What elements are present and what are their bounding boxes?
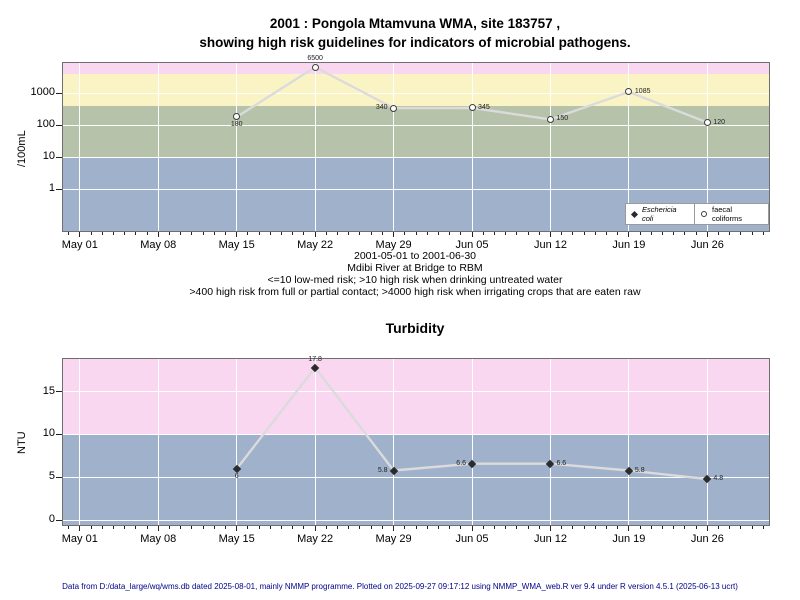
x-axis-minor-tick (303, 526, 304, 529)
y-axis-tick-label: 15 (42, 384, 55, 397)
x-axis-minor-tick (259, 526, 260, 529)
x-axis-minor-tick (662, 232, 663, 235)
x-axis-minor-tick (528, 232, 529, 235)
x-axis-minor-tick (673, 232, 674, 235)
x-axis-minor-tick (359, 232, 360, 235)
x-axis-major-tick (315, 232, 316, 237)
x-axis-minor-tick (427, 232, 428, 235)
y-axis-tick (56, 434, 62, 435)
x-axis-tick-label: Jun 26 (690, 533, 724, 545)
x-axis-tick-label: Jun 12 (533, 533, 567, 545)
data-point-label: 6500 (307, 55, 323, 63)
data-point-marker (390, 105, 397, 112)
x-axis-minor-tick (572, 526, 573, 529)
data-point-label: 17.8 (308, 355, 322, 363)
x-axis-minor-tick (752, 526, 753, 529)
x-axis-minor-tick (606, 232, 607, 235)
x-axis-major-tick (315, 526, 316, 531)
x-axis-minor-tick (718, 232, 719, 235)
subtitle-site-name: Mdibi River at Bridge to RBM (347, 262, 483, 274)
x-axis-minor-tick (214, 232, 215, 235)
y-axis-tick (56, 93, 62, 94)
subtitle-guideline-drinking: <=10 low-med risk; >10 high risk when drinking untreated water (267, 274, 563, 286)
x-axis-minor-tick (438, 232, 439, 235)
microbial-title-line-1: 2001 : Pongola Mtamvuna WMA, site 183757 , (269, 16, 561, 31)
x-axis-tick-label: May 01 (61, 533, 98, 545)
x-axis-minor-tick (337, 232, 338, 235)
y-axis-tick-label: 1 (48, 182, 55, 195)
x-axis-minor-tick (169, 232, 170, 235)
x-axis-minor-tick (606, 526, 607, 529)
x-axis-minor-tick (729, 232, 730, 235)
legend-label-faecal-coliforms: faecal coliforms (712, 205, 743, 223)
x-axis-minor-tick (718, 526, 719, 529)
x-axis-tick-label: Jun 05 (455, 533, 489, 545)
x-axis-tick-label: Jun 19 (612, 533, 646, 545)
legend-item-faecal-coliforms (694, 204, 768, 224)
x-axis-minor-tick (617, 232, 618, 235)
x-axis-major-tick (158, 232, 159, 237)
x-axis-minor-tick (180, 232, 181, 235)
x-axis-minor-tick (449, 526, 450, 529)
x-axis-minor-tick (696, 232, 697, 235)
data-point-marker (704, 119, 711, 126)
y-axis-tick-label: 10 (42, 150, 55, 163)
x-axis-minor-tick (740, 526, 741, 529)
x-axis-minor-tick (595, 526, 596, 529)
x-axis-minor-tick (203, 232, 204, 235)
data-point-marker (469, 104, 476, 111)
x-axis-minor-tick (270, 526, 271, 529)
filled-diamond-icon (631, 210, 638, 217)
microbial-chart-title (62, 14, 768, 52)
data-point-marker (547, 116, 554, 123)
x-axis-minor-tick (259, 232, 260, 235)
x-axis-minor-tick (169, 526, 170, 529)
y-axis-tick (56, 157, 62, 158)
x-axis-minor-tick (561, 232, 562, 235)
x-axis-minor-tick (483, 526, 484, 529)
x-axis-minor-tick (247, 526, 248, 529)
x-axis-minor-tick (651, 526, 652, 529)
x-axis-minor-tick (528, 526, 529, 529)
x-axis-tick-label: Jun 26 (690, 239, 724, 251)
x-axis-minor-tick (113, 526, 114, 529)
x-axis-minor-tick (684, 232, 685, 235)
data-point-marker (312, 64, 319, 71)
x-axis-minor-tick (147, 526, 148, 529)
x-axis-minor-tick (460, 232, 461, 235)
legend-label-ecoli: Eschericia coli (642, 205, 677, 223)
data-point-label: 150 (556, 115, 569, 123)
x-axis-tick-label: Jun 12 (533, 239, 567, 251)
x-axis-minor-tick (382, 232, 383, 235)
y-axis-tick (56, 189, 62, 190)
x-axis-major-tick (628, 232, 629, 237)
x-axis-minor-tick (584, 232, 585, 235)
y-axis-tick-label: 5 (48, 470, 55, 483)
data-point-label: 120 (713, 118, 726, 126)
microbial-y-axis-label: /100mL (16, 130, 28, 167)
x-axis-minor-tick (102, 232, 103, 235)
x-axis-minor-tick (348, 232, 349, 235)
x-axis-major-tick (472, 232, 473, 237)
x-axis-minor-tick (191, 232, 192, 235)
x-axis-minor-tick (303, 232, 304, 235)
x-axis-major-tick (472, 526, 473, 531)
x-axis-major-tick (393, 232, 394, 237)
x-axis-minor-tick (561, 526, 562, 529)
x-axis-minor-tick (124, 232, 125, 235)
x-axis-minor-tick (214, 526, 215, 529)
open-circle-icon (701, 211, 707, 217)
x-axis-minor-tick (135, 526, 136, 529)
x-axis-minor-tick (505, 232, 506, 235)
x-axis-minor-tick (382, 526, 383, 529)
subtitle-date-range: 2001-05-01 to 2001-06-30 (353, 250, 476, 262)
x-axis-tick-label: Jun 05 (455, 239, 489, 251)
subtitle-guideline-contact: >400 high risk from full or partial contact; >4000 high risk when irrigating crops that are eaten raw (189, 286, 641, 298)
x-axis-minor-tick (68, 232, 69, 235)
x-axis-minor-tick (281, 526, 282, 529)
x-axis-tick-label: May 22 (297, 533, 334, 545)
data-point-label: 5.8 (634, 466, 645, 474)
x-axis-minor-tick (292, 232, 293, 235)
x-axis-tick-label: May 08 (140, 239, 177, 251)
x-axis-minor-tick (416, 526, 417, 529)
x-axis-minor-tick (113, 232, 114, 235)
x-axis-tick-label: May 22 (297, 239, 334, 251)
x-axis-minor-tick (225, 232, 226, 235)
data-point-label: 4.8 (713, 475, 724, 483)
x-axis-major-tick (158, 526, 159, 531)
turbidity-y-axis-label: NTU (16, 431, 28, 454)
x-axis-minor-tick (449, 232, 450, 235)
x-axis-minor-tick (359, 526, 360, 529)
x-axis-minor-tick (584, 526, 585, 529)
x-axis-tick-label: May 29 (375, 533, 412, 545)
x-axis-minor-tick (763, 526, 764, 529)
x-axis-minor-tick (247, 232, 248, 235)
x-axis-minor-tick (640, 232, 641, 235)
x-axis-minor-tick (281, 232, 282, 235)
x-axis-minor-tick (516, 232, 517, 235)
microbial-subtitle-block (62, 250, 768, 298)
x-axis-minor-tick (539, 526, 540, 529)
x-axis-minor-tick (617, 526, 618, 529)
microbial-title-line-2: showing high risk guidelines for indicators of microbial pathogens. (199, 35, 631, 50)
x-axis-minor-tick (91, 232, 92, 235)
x-axis-minor-tick (404, 232, 405, 235)
x-axis-major-tick (79, 232, 80, 237)
turbidity-plot-area (42, 355, 770, 545)
data-point-label: 1085 (634, 87, 651, 95)
x-axis-minor-tick (438, 526, 439, 529)
x-axis-minor-tick (404, 526, 405, 529)
x-axis-major-tick (79, 526, 80, 531)
y-axis-tick (56, 520, 62, 521)
x-axis-minor-tick (68, 526, 69, 529)
x-axis-major-tick (236, 232, 237, 237)
y-axis-tick-label: 0 (48, 513, 55, 526)
x-axis-minor-tick (763, 232, 764, 235)
x-axis-minor-tick (595, 232, 596, 235)
x-axis-minor-tick (516, 526, 517, 529)
x-axis-tick-label: May 29 (375, 239, 412, 251)
x-axis-major-tick (550, 232, 551, 237)
x-axis-major-tick (550, 526, 551, 531)
x-axis-minor-tick (191, 526, 192, 529)
x-axis-major-tick (628, 526, 629, 531)
data-point-label: 6 (234, 472, 239, 480)
x-axis-minor-tick (483, 232, 484, 235)
x-axis-major-tick (236, 526, 237, 531)
x-axis-minor-tick (640, 526, 641, 529)
data-point-label: 6.6 (456, 459, 467, 467)
legend-box (625, 203, 769, 225)
x-axis-minor-tick (505, 526, 506, 529)
x-axis-minor-tick (740, 232, 741, 235)
x-axis-minor-tick (494, 526, 495, 529)
y-axis-tick (56, 477, 62, 478)
x-axis-minor-tick (684, 526, 685, 529)
turbidity-chart-title: Turbidity (385, 320, 445, 336)
x-axis-minor-tick (696, 526, 697, 529)
data-point-label: 6.6 (556, 459, 567, 467)
x-axis-minor-tick (673, 526, 674, 529)
x-axis-major-tick (707, 232, 708, 237)
x-axis-minor-tick (539, 232, 540, 235)
x-axis-major-tick (393, 526, 394, 531)
x-axis-minor-tick (572, 232, 573, 235)
x-axis-minor-tick (135, 232, 136, 235)
x-axis-minor-tick (203, 526, 204, 529)
data-point-label: 340 (375, 104, 388, 112)
x-axis-minor-tick (180, 526, 181, 529)
x-axis-minor-tick (326, 526, 327, 529)
y-axis-tick-label: 1000 (30, 86, 55, 99)
x-axis-minor-tick (348, 526, 349, 529)
legend-item-ecoli (626, 204, 694, 224)
x-axis-minor-tick (651, 232, 652, 235)
x-axis-minor-tick (326, 232, 327, 235)
x-axis-minor-tick (270, 232, 271, 235)
y-axis-tick-label: 100 (36, 118, 55, 131)
series-line-Turbidity (63, 359, 769, 525)
x-axis-major-tick (707, 526, 708, 531)
x-axis-minor-tick (225, 526, 226, 529)
data-point-label: 345 (478, 103, 490, 111)
x-axis-tick-label: May 15 (218, 239, 255, 251)
x-axis-minor-tick (729, 526, 730, 529)
x-axis-tick-label: Jun 19 (612, 239, 646, 251)
x-axis-minor-tick (91, 526, 92, 529)
x-axis-minor-tick (427, 526, 428, 529)
x-axis-minor-tick (371, 232, 372, 235)
x-axis-minor-tick (460, 526, 461, 529)
y-axis-tick (56, 391, 62, 392)
x-axis-minor-tick (662, 526, 663, 529)
microbial-plot-area (30, 55, 770, 251)
data-point-label: 5.8 (377, 466, 388, 474)
data-point-label: 180 (230, 120, 243, 128)
x-axis-tick-label: May 15 (218, 533, 255, 545)
y-axis-tick-label: 10 (42, 427, 55, 440)
x-axis-minor-tick (124, 526, 125, 529)
footer-provenance-text: Data from D:/data_large/wq/wms.db dated 2025-08-01, mainly NMMP programme. Plotted on 2025-09-27 09:17:12 using NMMP_WMA_web.R ver 9.4 under R version 4.5.1 (2025-06-13 ucrt) (62, 582, 738, 591)
x-axis-tick-label: May 08 (140, 533, 177, 545)
x-axis-tick-label: May 01 (61, 239, 98, 251)
x-axis-minor-tick (416, 232, 417, 235)
x-axis-minor-tick (147, 232, 148, 235)
x-axis-minor-tick (102, 526, 103, 529)
x-axis-minor-tick (494, 232, 495, 235)
x-axis-minor-tick (337, 526, 338, 529)
x-axis-minor-tick (371, 526, 372, 529)
x-axis-minor-tick (292, 526, 293, 529)
y-axis-tick (56, 125, 62, 126)
x-axis-minor-tick (752, 232, 753, 235)
